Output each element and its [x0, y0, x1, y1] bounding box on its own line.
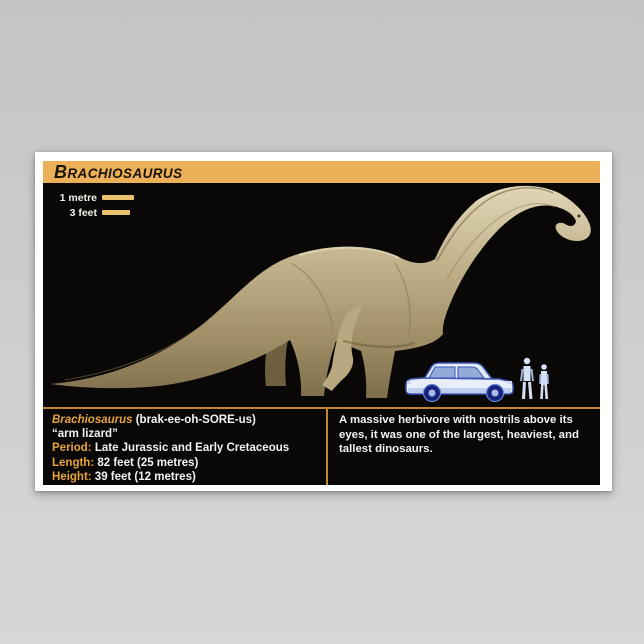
scale-row-imperial [49, 205, 134, 220]
fact-value-height: 39 feet (12 metres) [91, 470, 196, 483]
fact-label-length: Length: [52, 456, 95, 469]
fact-name-line [52, 413, 320, 427]
dinosaur-poster [35, 152, 612, 491]
poster-text-area [43, 409, 600, 485]
fact-row-height [52, 470, 320, 484]
dinosaur-eye [578, 215, 581, 218]
fact-value-period: Late Jurassic and Early Cretaceous [91, 442, 290, 455]
name-meaning: “arm lizard” [52, 428, 118, 441]
person-right [540, 364, 548, 399]
poster-title: BRACHIOSAURUS [54, 162, 183, 182]
description-box: A massive herbivore with nostrils above its eyes, it was one of the largest, heaviest, and tallest dinosaurs. [339, 414, 579, 456]
scale-label-metric: 1 metre [59, 191, 97, 204]
illustration-area [43, 183, 600, 407]
fact-row-period [52, 441, 320, 455]
fact-box [43, 409, 326, 485]
fact-label-height: Height: [52, 470, 92, 483]
scale-row-metric [49, 190, 134, 205]
pronunciation: (brak-ee-oh-SORE-us) [132, 414, 256, 426]
scale-legend [49, 190, 134, 220]
fact-label-period: Period: [52, 442, 92, 455]
scale-bar-imperial [102, 210, 130, 215]
poster-header [43, 161, 600, 183]
scale-label-imperial: 3 feet [69, 206, 97, 219]
fact-row-length [52, 456, 320, 470]
person-left [521, 358, 533, 399]
dinosaur-name: Brachiosaurus [52, 414, 133, 426]
fact-value-length: 82 feet (25 metres) [94, 456, 199, 469]
scale-bar-metric [102, 195, 134, 200]
car [406, 363, 513, 402]
